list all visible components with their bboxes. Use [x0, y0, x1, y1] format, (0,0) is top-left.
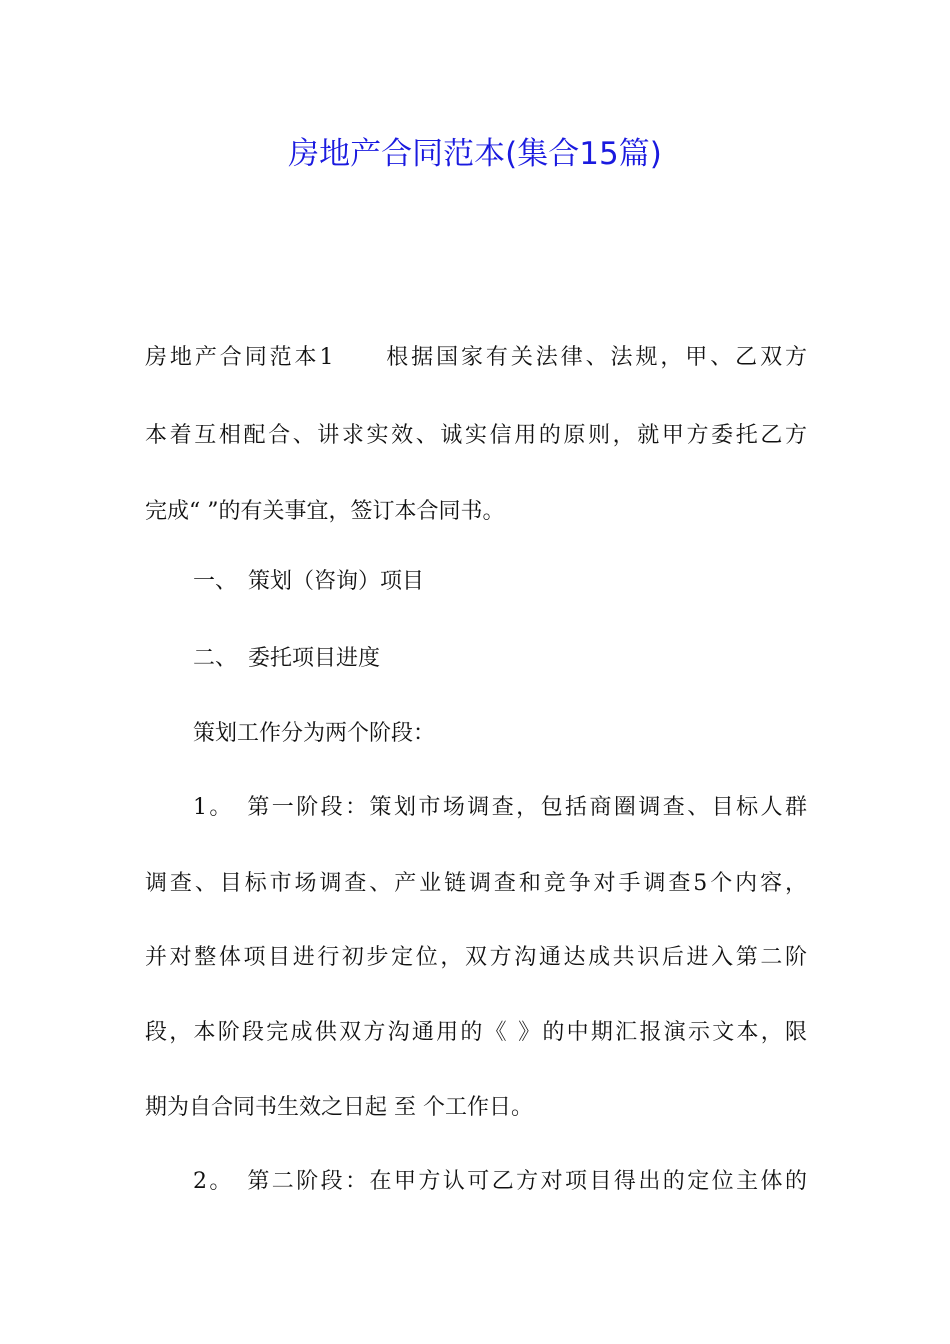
document-title: 房地产合同范本(集合15篇) [288, 136, 662, 172]
paragraph-line: 房地产合同范本1 根据国家有关法律、法规，甲、乙双方 [145, 345, 807, 370]
paragraph-line: 并对整体项目进行初步定位，双方沟通达成共识后进入第二阶 [145, 945, 807, 970]
paragraph-line: 段，本阶段完成供双方沟通用的《 》的中期汇报演示文本，限 [145, 1020, 807, 1045]
paragraph-line: 策划工作分为两个阶段： [193, 721, 436, 746]
paragraph-line: 完成“ ”的有关事宜，签订本合同书。 [145, 499, 505, 524]
section-heading: 一、 策划（咨询）项目 [193, 569, 425, 594]
section-heading: 二、 委托项目进度 [193, 646, 381, 671]
paragraph-line: 调查、目标市场调查、产业链调查和竞争对手调查5个内容， [145, 871, 807, 896]
paragraph-line: 2。 第二阶段：在甲方认可乙方对项目得出的定位主体的 [193, 1169, 807, 1194]
paragraph-line: 本着互相配合、讲求实效、诚实信用的原则，就甲方委托乙方 [145, 423, 807, 448]
paragraph-line: 1。 第一阶段：策划市场调查，包括商圈调查、目标人群 [193, 795, 807, 820]
paragraph-line: 期为自合同书生效之日起 至 个工作日。 [145, 1095, 533, 1120]
